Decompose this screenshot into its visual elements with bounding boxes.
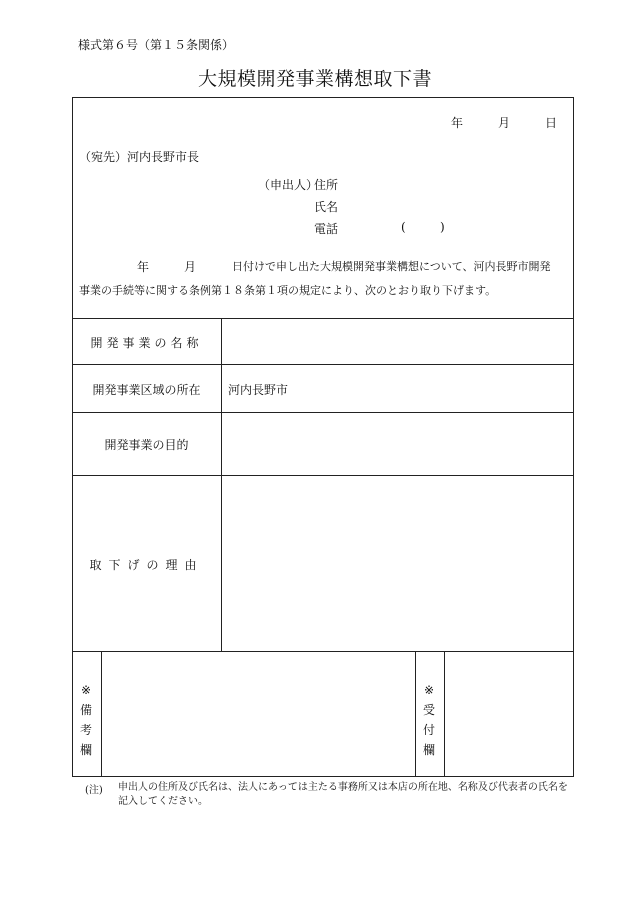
- divider-row-4: [72, 651, 574, 652]
- phone-paren-close: ): [440, 220, 445, 234]
- applicant-phone-label: 電話: [314, 222, 339, 236]
- remarks-label: [73, 680, 99, 760]
- document-title: 大規模開発事業構想取下書: [197, 68, 432, 90]
- statement-month: 月: [184, 260, 197, 274]
- withdrawal-reason-label: 取下げの理由: [89, 558, 204, 572]
- reception-char: 欄: [422, 743, 435, 757]
- applicant-label: （申出人）: [258, 178, 319, 192]
- phone-paren-open: (: [401, 220, 406, 234]
- reception-char: ※: [423, 683, 435, 697]
- divider-row-1: [72, 364, 574, 365]
- divider-row-3: [72, 475, 574, 476]
- statement-line-2: 事業の手続等に関する条例第１８条第１項の規定により、次のとおり取り下げます。: [79, 284, 497, 297]
- date-month-label: 月: [498, 116, 511, 130]
- addressee: （宛先）河内長野市長: [79, 150, 200, 164]
- applicant-address-label: 住所: [314, 178, 339, 192]
- project-location-label: 開発事業区域の所在: [92, 383, 201, 397]
- remarks-char: 備: [79, 703, 92, 717]
- remarks-char: 考: [79, 723, 92, 737]
- remarks-char: ※: [80, 683, 92, 697]
- reception-label: [416, 680, 442, 760]
- statement-line-1: 日付けで申し出た大規模開発事業構想について、河内長野市開発: [232, 260, 551, 273]
- remarks-char: 欄: [79, 743, 92, 757]
- project-name-label: 開発事業の名称: [90, 336, 203, 350]
- date-day-label: 日: [545, 116, 558, 130]
- reception-char: 付: [422, 723, 435, 737]
- remarks-divider: [101, 651, 102, 777]
- project-location-value: 河内長野市: [228, 383, 289, 397]
- statement-year: 年: [137, 260, 150, 274]
- date-year-label: 年: [451, 116, 464, 130]
- applicant-name-label: 氏名: [314, 200, 339, 214]
- reception-char: 受: [422, 703, 435, 717]
- note-label: (注): [85, 785, 103, 796]
- note-text: 申出人の住所及び氏名は、法人にあっては主たる事務所又は本店の所在地、名称及び代表者の氏名を記入してください。: [118, 782, 568, 807]
- divider-header: [72, 318, 574, 319]
- form-number: 様式第６号（第１５条関係）: [78, 38, 235, 52]
- label-column-divider: [221, 318, 222, 651]
- project-purpose-label: 開発事業の目的: [104, 438, 189, 452]
- divider-row-2: [72, 412, 574, 413]
- reception-right-divider: [444, 651, 445, 777]
